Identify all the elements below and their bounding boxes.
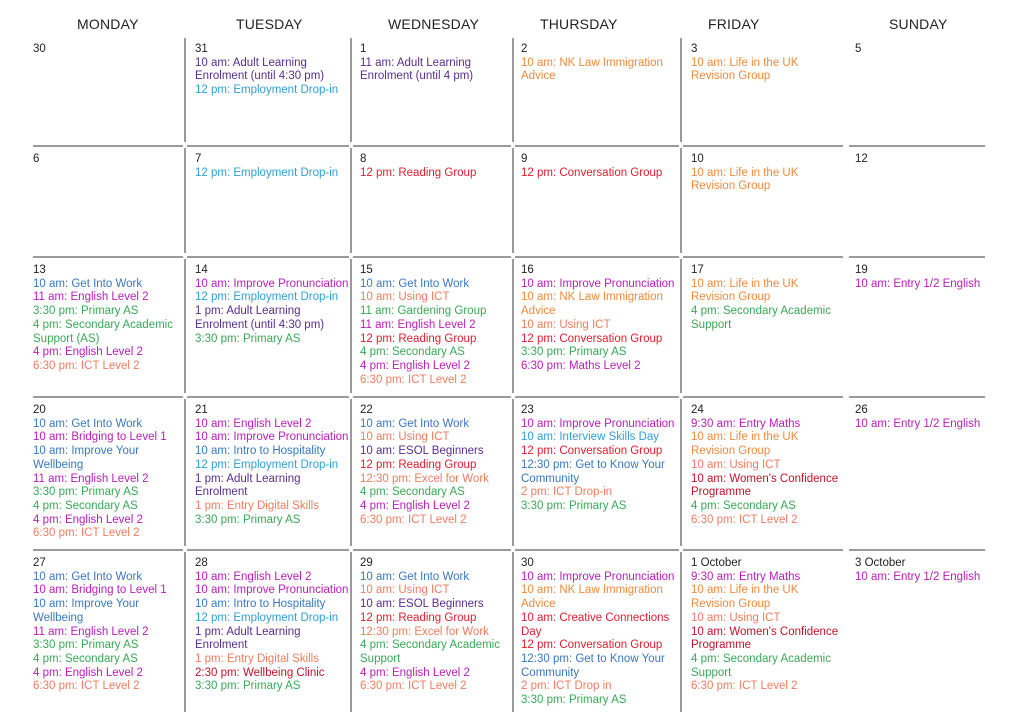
event-entry: 6:30 pm: ICT Level 2 [33, 680, 140, 693]
day-number: 13 [33, 264, 46, 276]
event-entry: 11 am: English Level 2 [360, 318, 476, 331]
grid-divider-vertical [184, 399, 186, 546]
day-cell [521, 153, 686, 180]
day-cell [691, 153, 841, 194]
grid-divider-horizontal [849, 396, 985, 398]
day-cell [855, 43, 990, 57]
day-number: 9 [521, 153, 528, 165]
event-entry: 10 am: Women's Confidence Programme [691, 472, 839, 499]
day-cell [360, 404, 518, 527]
event-entry: 12:30 pm: Excel for Work [360, 472, 489, 485]
grid-divider-horizontal [33, 145, 183, 147]
event-entry: 1 pm: Adult Learning Enrolment (until 4:30 pm) [195, 305, 325, 331]
event-entry: 10 am: Get Into Work [360, 277, 470, 290]
day-cell [33, 264, 183, 374]
day-number: 15 [360, 264, 373, 276]
event-entry: 10 am: Get Into Work [360, 417, 470, 430]
grid-divider-horizontal [353, 396, 511, 398]
event-entry: 10 am: ESOL Beginners [360, 445, 484, 458]
event-entry: 10 am: Improve Pronunciation [521, 417, 675, 430]
day-cell [33, 43, 183, 57]
grid-divider-horizontal [353, 256, 511, 258]
day-number: 5 [855, 43, 862, 55]
event-entry: 4 pm: Secondary AS [33, 652, 138, 665]
event-entry: 4 pm: English Level 2 [360, 499, 470, 512]
event-entry: 9:30 am: Entry Maths [691, 417, 801, 430]
event-entry: 12 pm: Employment Drop-in [195, 291, 339, 304]
day-header-tuesday: TUESDAY [236, 16, 303, 32]
event-entry: 3:30 pm: Primary AS [521, 694, 627, 707]
event-entry: 10 am: NK Law Immigration Advice [521, 56, 663, 83]
event-entry: 4 pm: Secondary AS [360, 486, 465, 499]
event-entry: 12 pm: Conversation Group [521, 332, 663, 345]
event-entry: 2 pm: ICT Drop-in [521, 486, 613, 499]
event-entry: 3:30 pm: Primary AS [195, 513, 301, 526]
event-entry: 10 am: Using ICT [360, 584, 450, 597]
event-entry: 1 pm: Adult Learning Enrolment [195, 625, 301, 652]
event-entry: 1 pm: Entry Digital Skills [195, 652, 319, 665]
event-entry: 10 am: Interview Skills Day [521, 431, 660, 444]
grid-divider-horizontal [683, 549, 843, 551]
event-entry: 12:30 pm: Get to Know Your Community [521, 652, 665, 679]
event-entry: 10 am: Creative Connections Day [521, 611, 670, 638]
grid-divider-horizontal [33, 549, 183, 551]
day-number: 17 [691, 264, 704, 276]
grid-divider-horizontal [353, 145, 511, 147]
event-entry: 3:30 pm: Primary AS [195, 332, 301, 345]
event-entry: 6:30 pm: ICT Level 2 [691, 680, 798, 693]
grid-divider-horizontal [849, 145, 985, 147]
event-entry: 1 pm: Entry Digital Skills [195, 499, 319, 512]
grid-divider-vertical [184, 259, 186, 393]
day-number: 29 [360, 557, 373, 569]
event-entry: 10 am: Life in the UK Revision Group [691, 431, 799, 458]
event-entry: 12 pm: Reading Group [360, 611, 477, 624]
event-entry: 3:30 pm: Primary AS [195, 680, 301, 693]
event-entry: 4 pm: English Level 2 [33, 513, 143, 526]
day-number: 1 October [691, 557, 742, 569]
event-entry: 6:30 pm: Maths Level 2 [521, 359, 641, 372]
day-number: 2 [521, 43, 528, 55]
event-entry: 12 pm: Employment Drop-in [195, 458, 339, 471]
day-cell [855, 404, 990, 431]
grid-divider-horizontal [683, 145, 843, 147]
event-entry: 12 pm: Employment Drop-in [195, 166, 339, 179]
day-number: 30 [521, 557, 534, 569]
day-number: 21 [195, 404, 208, 416]
event-entry: 10 am: Get Into Work [33, 417, 143, 430]
event-entry: 12 pm: Reading Group [360, 332, 477, 345]
event-entry: 3:30 pm: Primary AS [521, 499, 627, 512]
event-entry: 10 am: English Level 2 [195, 417, 312, 430]
event-entry: 10 am: NK Law Immigration Advice [521, 291, 663, 318]
day-header-wednesday: WEDNESDAY [388, 16, 479, 32]
day-cell [855, 153, 990, 167]
day-cell [33, 404, 183, 541]
event-entry: 9:30 am: Entry Maths [691, 570, 801, 583]
day-cell [360, 153, 518, 180]
day-cell [691, 404, 841, 527]
day-cell [33, 557, 183, 694]
event-entry: 11 am: Gardening Group [360, 305, 487, 318]
day-number: 12 [855, 153, 868, 165]
event-entry: 12 pm: Reading Group [360, 458, 477, 471]
event-entry: 12 pm: Conversation Group [521, 166, 663, 179]
day-header-friday: FRIDAY [708, 16, 760, 32]
day-number: 6 [33, 153, 40, 165]
event-entry: 10 am: Women's Confidence Programme [691, 625, 839, 652]
day-cell [195, 404, 355, 527]
day-number: 19 [855, 264, 868, 276]
grid-divider-horizontal [187, 145, 349, 147]
day-cell [195, 557, 355, 694]
event-entry: 12 pm: Employment Drop-in [195, 611, 339, 624]
event-entry: 10 am: Get Into Work [360, 570, 470, 583]
grid-divider-horizontal [515, 145, 679, 147]
day-cell [521, 264, 686, 374]
grid-divider-vertical [184, 552, 186, 712]
day-cell [195, 264, 355, 346]
event-entry: 4 pm: Secondary AS [691, 499, 796, 512]
event-entry: 10 am: Life in the UK Revision Group [691, 166, 799, 193]
event-entry: 12 pm: Employment Drop-in [195, 84, 339, 97]
day-cell [33, 153, 183, 167]
event-entry: 10 am: Life in the UK Revision Group [691, 584, 799, 611]
day-number: 3 October [855, 557, 906, 569]
event-entry: 12:30 pm: Get to Know Your Community [521, 458, 665, 485]
event-entry: 10 am: Life in the UK Revision Group [691, 56, 799, 83]
grid-divider-vertical [184, 38, 186, 142]
event-entry: 10 am: Improve Pronunciation [195, 584, 349, 597]
grid-divider-horizontal [33, 256, 183, 258]
event-entry: 6:30 pm: ICT Level 2 [360, 373, 467, 386]
event-entry: 2 pm: ICT Drop in [521, 680, 612, 693]
event-entry: 6:30 pm: ICT Level 2 [360, 513, 467, 526]
event-entry: 6:30 pm: ICT Level 2 [33, 359, 140, 372]
day-cell [360, 43, 518, 84]
event-entry: 10 am: Using ICT [360, 431, 450, 444]
event-entry: 4 pm: English Level 2 [360, 666, 470, 679]
event-entry: 4 pm: Secondary Academic Support (AS) [33, 318, 173, 345]
event-entry: 10 am: Intro to Hospitality [195, 598, 326, 611]
day-number: 27 [33, 557, 46, 569]
day-cell [360, 264, 518, 387]
event-entry: 10 am: Improve Your Wellbeing [33, 445, 140, 471]
event-entry: 12:30 pm: Excel for Work [360, 625, 489, 638]
event-entry: 10 am: NK Law Immigration Advice [521, 584, 663, 611]
day-cell [521, 43, 686, 84]
event-entry: 10 am: ESOL Beginners [360, 598, 484, 611]
day-number: 20 [33, 404, 46, 416]
event-entry: 6:30 pm: ICT Level 2 [33, 527, 140, 540]
event-entry: 11 am: English Level 2 [33, 472, 149, 485]
event-entry: 10 am: Entry 1/2 English [855, 277, 981, 290]
event-entry: 10 am: Using ICT [691, 611, 781, 624]
grid-divider-horizontal [33, 396, 183, 398]
event-entry: 4 pm: Secondary Academic Support [691, 305, 831, 331]
event-entry: 4 pm: Secondary AS [360, 346, 465, 359]
event-entry: 4 pm: Secondary Academic Support [691, 652, 831, 679]
event-entry: 10 am: Bridging to Level 1 [33, 431, 167, 444]
event-entry: 1 pm: Adult Learning Enrolment [195, 472, 301, 499]
day-cell [521, 557, 686, 708]
event-entry: 10 am: Improve Pronunciation [521, 277, 675, 290]
grid-divider-horizontal [353, 549, 511, 551]
event-entry: 12 pm: Conversation Group [521, 639, 663, 652]
day-number: 28 [195, 557, 208, 569]
event-entry: 3:30 pm: Primary AS [33, 486, 139, 499]
day-number: 30 [33, 43, 46, 55]
grid-divider-horizontal [187, 396, 349, 398]
grid-divider-horizontal [849, 256, 985, 258]
event-entry: 10 am: Get Into Work [33, 570, 143, 583]
day-cell [360, 557, 518, 694]
grid-divider-horizontal [515, 549, 679, 551]
event-entry: 3:30 pm: Primary AS [521, 346, 627, 359]
event-entry: 10 am: Improve Pronunciation [521, 570, 675, 583]
event-entry: 10 am: Get Into Work [33, 277, 143, 290]
event-entry: 10 am: Using ICT [521, 318, 611, 331]
day-cell [195, 43, 355, 98]
event-entry: 11 am: English Level 2 [33, 291, 149, 304]
event-entry: 10 am: Entry 1/2 English [855, 417, 981, 430]
day-number: 22 [360, 404, 373, 416]
event-entry: 3:30 pm: Primary AS [33, 305, 139, 318]
event-entry: 10 am: Improve Pronunciation [195, 431, 349, 444]
day-number: 26 [855, 404, 868, 416]
event-entry: 12 pm: Conversation Group [521, 445, 663, 458]
grid-divider-horizontal [515, 256, 679, 258]
event-entry: 3:30 pm: Primary AS [33, 639, 139, 652]
event-entry: 6:30 pm: ICT Level 2 [691, 513, 798, 526]
event-entry: 4 pm: English Level 2 [33, 346, 143, 359]
event-entry: 10 am: English Level 2 [195, 570, 312, 583]
event-entry: 2:30 pm: Wellbeing Clinic [195, 666, 325, 679]
event-entry: 10 am: Entry 1/2 English [855, 570, 981, 583]
grid-divider-horizontal [187, 256, 349, 258]
day-cell [691, 264, 841, 333]
event-entry: 4 pm: Secondary Academic Support [360, 639, 500, 665]
day-cell [855, 557, 990, 584]
day-number: 14 [195, 264, 208, 276]
event-entry: 10 am: Using ICT [360, 291, 450, 304]
event-entry: 10 am: Improve Your Wellbeing [33, 598, 140, 624]
day-cell [691, 43, 841, 84]
event-entry: 10 am: Adult Learning Enrolment (until 4:30 pm) [195, 56, 325, 83]
day-cell [855, 264, 990, 291]
event-entry: 10 am: Using ICT [691, 458, 781, 471]
event-entry: 10 am: Bridging to Level 1 [33, 584, 167, 597]
event-entry: 10 am: Life in the UK Revision Group [691, 277, 799, 304]
event-entry: 11 am: English Level 2 [33, 625, 149, 638]
day-number: 8 [360, 153, 367, 165]
day-number: 24 [691, 404, 704, 416]
day-number: 23 [521, 404, 534, 416]
event-entry: 12 pm: Reading Group [360, 166, 477, 179]
day-header-monday: MONDAY [77, 16, 139, 32]
event-entry: 4 pm: English Level 2 [360, 359, 470, 372]
grid-divider-vertical [184, 148, 186, 253]
grid-divider-horizontal [187, 549, 349, 551]
grid-divider-horizontal [683, 256, 843, 258]
day-cell [195, 153, 355, 180]
event-entry: 10 am: Improve Pronunciation [195, 277, 349, 290]
event-entry: 4 pm: English Level 2 [33, 666, 143, 679]
day-cell [691, 557, 841, 694]
event-entry: 11 am: Adult Learning Enrolment (until 4 pm) [360, 56, 474, 83]
day-number: 7 [195, 153, 202, 165]
event-entry: 4 pm: Secondary AS [33, 499, 138, 512]
day-number: 31 [195, 43, 208, 55]
day-number: 1 [360, 43, 367, 55]
day-header-sunday: SUNDAY [889, 16, 948, 32]
event-entry: 10 am: Intro to Hospitality [195, 445, 326, 458]
day-number: 3 [691, 43, 698, 55]
day-number: 10 [691, 153, 704, 165]
grid-divider-horizontal [515, 396, 679, 398]
grid-divider-horizontal [849, 549, 985, 551]
day-cell [521, 404, 686, 514]
day-number: 16 [521, 264, 534, 276]
grid-divider-horizontal [683, 396, 843, 398]
day-header-thursday: THURSDAY [540, 16, 618, 32]
event-entry: 6:30 pm: ICT Level 2 [360, 680, 467, 693]
